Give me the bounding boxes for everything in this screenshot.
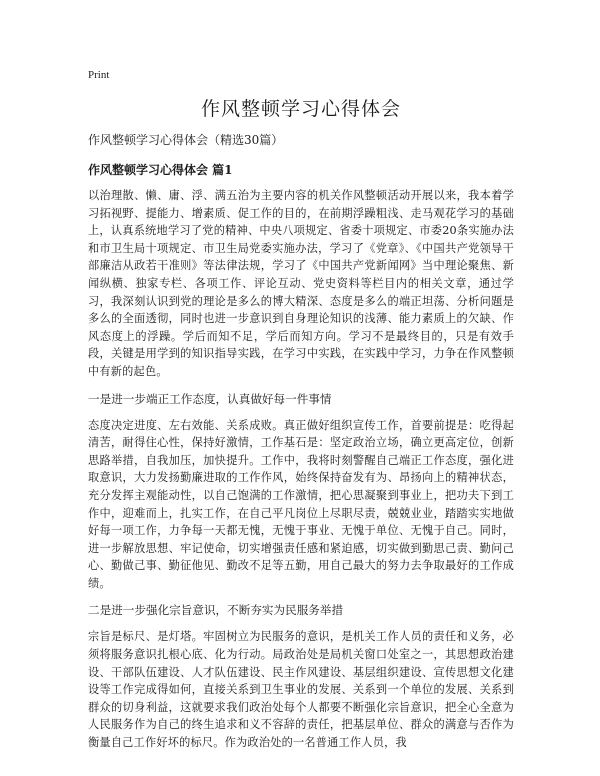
body-paragraph: 以治理散、懒、庸、浮、满五治为主要内容的机关作风整顿活动开展以来，我本着学习拓视野、提能力、增素质、促工作的目的，在前期浮躁粗浅、走马观花学习的基础上，认真系统地学习了党的精神、中央八项规定、省委十项规定、市委20条实施办法和市卫生局十项规定、市卫生局党委实施办法，学习了《党章》、《中国共产党领导干部廉洁从政若干准则》等法律法规，学习了《中国共产党新闻网》当中理论聚焦、新闻纵横、独家专栏、各项工作、评论互动、党史资料等栏目内的相关文章，通过学习，我深刻认识到党的理论是多么的博大精深、态度是多么的端正坦荡、分析问题是多么的全面透彻，同时也进一步意识到自身理论知识的浅薄、能力素质上的欠缺、作风态度上的浮躁。学后而知不足，学后而知方向。学习不是最终目的，只是有效手段，关键是用学到的知识指导实践，在学习中实践，在实践中学习，力争在作风整顿中有新的起色。 [88, 189, 514, 378]
document-title: 作风整顿学习心得体会 [200, 98, 401, 120]
point-heading: 一是进一步端正工作态度，认真做好每一件事情 [88, 391, 332, 406]
section-heading: 作风整顿学习心得体会 篇1 [88, 163, 233, 177]
print-link[interactable]: Print [88, 69, 110, 81]
document-subtitle: 作风整顿学习心得体会（精选30篇） [88, 133, 284, 147]
body-paragraph: 态度决定进度、左右效能、关系成败。真正做好组织宣传工作，首要前提是：吃得起清苦，耐得住心性，保持好激情，工作基石是：坚定政治立场，确立更高定位，创新思路举措，自我加压，加快提升。工作中，我将时刻警醒自己端正工作态度，强化进取意识，大力发扬勤廉进取的工作作风，始终保持奋发有为、昂扬向上的精神状态，充分发挥主观能动性，以自己饱满的工作激情，把心思凝聚到事业上，把功夫下到工作中，迎难而上，扎实工作，在自己平凡岗位上尽职尽责，兢兢业业，踏踏实实地做好每一项工作，力争每一天都无愧，无愧于事业、无愧于单位、无愧于自己。同时，进一步解放思想、牢记使命，切实增强责任感和紧迫感，切实做到勤思己责、勤问己心、勤做己事、勤征他见、勤改不足等五勤，用自己最大的努力去争取最好的工作成绩。 [88, 418, 514, 590]
body-paragraph: 宗旨是标尺、是灯塔。牢固树立为民服务的意识，是机关工作人员的责任和义务，必须将服务意识扎根心底、化为行动。局政治处是局机关窗口处室之一，其思想政治建设、干部队伍建设、人才队伍建设、民主作风建设、基层组织建设、宣传思想文化建设等工作完成得如何，直接关系到卫生事业的发展、关系到一个单位的发展、关系到群众的切身利益，这就要求我们政治处每个人都要不断强化宗旨意识，把全心全意为人民服务作为自己的终生追求和义不容辞的责任，把基层单位、群众的满意与否作为衡量自己工作好坏的标尺。作为政治处的一名普通工作人员，我 [88, 630, 514, 750]
document-page [88, 68, 514, 752]
point-heading: 二是进一步强化宗旨意识，不断夯实为民服务举措 [88, 603, 344, 618]
